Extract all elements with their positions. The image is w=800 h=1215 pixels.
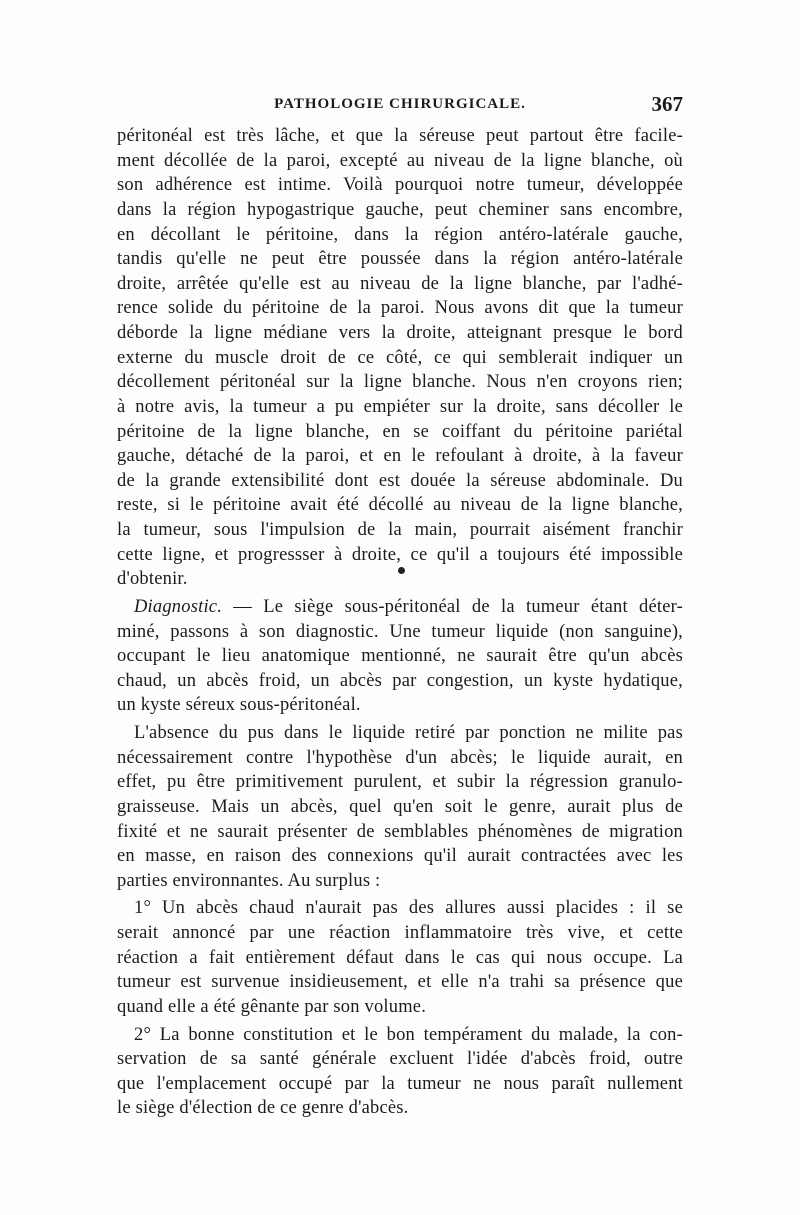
text-line: chaud, un abcès froid, un abcès par congestion, un kyste hydatique, xyxy=(117,670,683,691)
text-line: ment décollée de la paroi, excepté au niveau de la ligne blanche, où xyxy=(117,150,683,171)
section-heading: Diagnostic. xyxy=(134,596,223,617)
text-line: dans la région hypogastrique gauche, peut cheminer sans encombre, xyxy=(117,199,683,220)
text-line: cette ligne, et progressser à droite, ce qu'il a toujours été impossible xyxy=(117,544,683,565)
text-line: occupant le lieu anatomique mentionné, ne saurait être qu'un abcès xyxy=(117,646,683,667)
text-line: la tumeur, sous l'impulsion de la main, pourrait aisément franchir xyxy=(117,520,683,540)
running-head xyxy=(117,92,683,120)
text-line: en masse, en raison des connexions qu'il aurait contractées avec les xyxy=(117,846,683,867)
text-line: 1° Un abcès chaud n'aurait pas des allures aussi placides : il se xyxy=(134,898,683,919)
text-line: gauche, détaché de la paroi, et en le refoulant à droite, à la faveur xyxy=(117,446,683,467)
text-line: fixité et ne saurait présenter de semblables phénomènes de migration xyxy=(117,821,683,842)
text-line: en décollant le péritoine, dans la région antéro-latérale gauche, xyxy=(117,224,683,245)
running-title: PATHOLOGIE CHIRURGICALE. xyxy=(274,96,526,112)
text-line: péritoine de la ligne blanche, en se coiffant du péritoine pariétal xyxy=(117,421,683,442)
text-line: déborde la ligne médiane vers la droite, atteignant presque le bord xyxy=(117,323,683,343)
page-number: 367 xyxy=(651,92,683,116)
text-line: d'obtenir. xyxy=(117,569,188,590)
ink-blot xyxy=(398,567,405,574)
text-line: un kyste séreux sous-péritonéal. xyxy=(117,695,361,716)
text-line: 2° La bonne constitution et le bon tempérament du malade, la con- xyxy=(134,1024,683,1045)
text-line: serait annoncé par une réaction inflammatoire très vive, et cette xyxy=(117,923,683,943)
text-line: décollement péritonéal sur la ligne blanche. Nous n'en croyons rien; xyxy=(117,372,683,393)
text-line: nécessairement contre l'hypothèse d'un abcès; le liquide aurait, en xyxy=(117,747,683,768)
body-text xyxy=(117,124,683,1121)
text-line: que l'emplacement occupé par la tumeur ne nous paraît nullement xyxy=(117,1073,683,1094)
text-line: graisseuse. Mais un abcès, quel qu'en soit le genre, aurait plus de xyxy=(117,796,683,817)
text-line: tumeur est survenue insidieusement, et elle n'a trahi sa présence que xyxy=(117,972,683,993)
text-line: droite, arrêtée qu'elle est au niveau de la ligne blanche, par l'adhé- xyxy=(117,273,683,294)
text-line: L'absence du pus dans le liquide retiré par ponction ne milite pas xyxy=(134,723,683,743)
text-line: péritonéal est très lâche, et que la séreuse peut partout être facile- xyxy=(117,126,683,146)
text-line: quand elle a été gênante par son volume. xyxy=(117,996,427,1017)
text-line: Diagnostic. — Le siège sous-péritonéal de la tumeur étant déter- xyxy=(134,596,683,617)
text-line: son adhérence est intime. Voilà pourquoi notre tumeur, développée xyxy=(117,175,683,196)
text-line: à notre avis, la tumeur a pu empiéter sur la droite, sans décoller le xyxy=(117,396,683,417)
text-line: miné, passons à son diagnostic. Une tumeur liquide (non sanguine), xyxy=(117,621,683,642)
text-line: tandis qu'elle ne peut être poussée dans la région antéro-latérale xyxy=(117,249,683,270)
text-line: effet, pu être primitivement purulent, et subir la régression granulo- xyxy=(117,772,683,793)
text-line: externe du muscle droit de ce côté, ce qui semblerait indiquer un xyxy=(117,347,683,368)
text-line: servation de sa santé générale excluent l'idée d'abcès froid, outre xyxy=(117,1049,683,1070)
text-line: le siège d'élection de ce genre d'abcès. xyxy=(117,1098,409,1119)
text-line: rence solide du péritoine de la paroi. Nous avons dit que la tumeur xyxy=(117,298,683,319)
text-line: de la grande extensibilité dont est douée la séreuse abdominale. Du xyxy=(117,470,683,491)
text-line: réaction a fait entièrement défaut dans le cas qui nous occupe. La xyxy=(117,947,683,968)
text-line: reste, si le péritoine avait été décollé au niveau de la ligne blanche, xyxy=(117,495,683,516)
text-line: parties environnantes. Au surplus : xyxy=(117,870,381,891)
